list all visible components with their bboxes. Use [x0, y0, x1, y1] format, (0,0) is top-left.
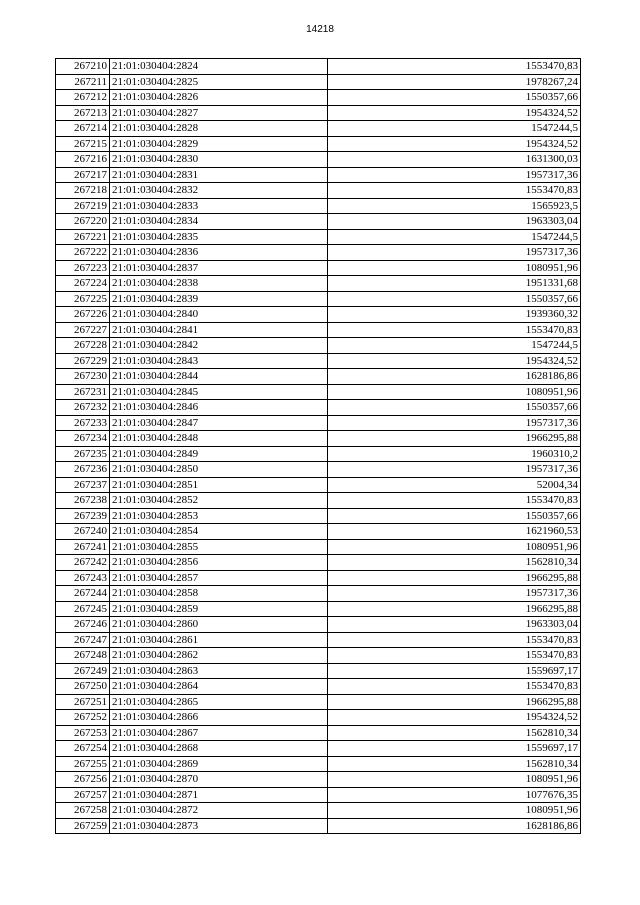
value-cell: 1966295,88 [328, 431, 581, 447]
row-number-cell: 267243 [56, 570, 110, 586]
row-number-cell: 267223 [56, 260, 110, 276]
value-cell: 1957317,36 [328, 586, 581, 602]
value-cell: 1954324,52 [328, 353, 581, 369]
row-number-cell: 267230 [56, 369, 110, 385]
cadastral-number-cell: 21:01:030404:2840 [110, 307, 328, 323]
cadastral-number-cell: 21:01:030404:2868 [110, 741, 328, 757]
value-cell: 1963303,04 [328, 617, 581, 633]
table-row [56, 400, 581, 416]
table-row [56, 617, 581, 633]
cadastral-number-cell: 21:01:030404:2831 [110, 167, 328, 183]
row-number-cell: 267217 [56, 167, 110, 183]
cadastral-number-cell: 21:01:030404:2858 [110, 586, 328, 602]
table-row [56, 772, 581, 788]
cadastral-number-cell: 21:01:030404:2850 [110, 462, 328, 478]
table-row [56, 415, 581, 431]
row-number-cell: 267212 [56, 90, 110, 106]
table-row [56, 167, 581, 183]
cadastral-number-cell: 21:01:030404:2828 [110, 121, 328, 137]
row-number-cell: 267225 [56, 291, 110, 307]
table-row [56, 291, 581, 307]
table-row [56, 725, 581, 741]
registry-table [55, 58, 581, 834]
value-cell: 1957317,36 [328, 245, 581, 261]
table-row [56, 648, 581, 664]
row-number-cell: 267237 [56, 477, 110, 493]
row-number-cell: 267236 [56, 462, 110, 478]
row-number-cell: 267245 [56, 601, 110, 617]
value-cell: 1957317,36 [328, 462, 581, 478]
value-cell: 1547244,5 [328, 229, 581, 245]
page-number: 14218 [306, 24, 334, 35]
table-row [56, 229, 581, 245]
cadastral-number-cell: 21:01:030404:2866 [110, 710, 328, 726]
value-cell: 1077676,35 [328, 787, 581, 803]
cadastral-number-cell: 21:01:030404:2842 [110, 338, 328, 354]
row-number-cell: 267246 [56, 617, 110, 633]
cadastral-number-cell: 21:01:030404:2865 [110, 694, 328, 710]
row-number-cell: 267215 [56, 136, 110, 152]
value-cell: 52004,34 [328, 477, 581, 493]
value-cell: 1553470,83 [328, 679, 581, 695]
row-number-cell: 267211 [56, 74, 110, 90]
cadastral-number-cell: 21:01:030404:2833 [110, 198, 328, 214]
value-cell: 1553470,83 [328, 493, 581, 509]
cadastral-number-cell: 21:01:030404:2856 [110, 555, 328, 571]
table-row [56, 586, 581, 602]
row-number-cell: 267250 [56, 679, 110, 695]
row-number-cell: 267219 [56, 198, 110, 214]
cadastral-number-cell: 21:01:030404:2838 [110, 276, 328, 292]
table-row [56, 431, 581, 447]
cadastral-number-cell: 21:01:030404:2851 [110, 477, 328, 493]
value-cell: 1553470,83 [328, 322, 581, 338]
row-number-cell: 267248 [56, 648, 110, 664]
cadastral-number-cell: 21:01:030404:2873 [110, 818, 328, 834]
value-cell: 1550357,66 [328, 291, 581, 307]
value-cell: 1957317,36 [328, 167, 581, 183]
row-number-cell: 267258 [56, 803, 110, 819]
value-cell: 1080951,96 [328, 539, 581, 555]
table-row [56, 446, 581, 462]
table-row [56, 524, 581, 540]
value-cell: 1954324,52 [328, 136, 581, 152]
value-cell: 1550357,66 [328, 508, 581, 524]
table-row [56, 90, 581, 106]
value-cell: 1966295,88 [328, 570, 581, 586]
value-cell: 1562810,34 [328, 555, 581, 571]
row-number-cell: 267240 [56, 524, 110, 540]
cadastral-number-cell: 21:01:030404:2849 [110, 446, 328, 462]
table-row [56, 307, 581, 323]
table-row [56, 59, 581, 75]
row-number-cell: 267251 [56, 694, 110, 710]
cadastral-number-cell: 21:01:030404:2830 [110, 152, 328, 168]
table-row [56, 322, 581, 338]
value-cell: 1080951,96 [328, 384, 581, 400]
cadastral-number-cell: 21:01:030404:2824 [110, 59, 328, 75]
value-cell: 1080951,96 [328, 772, 581, 788]
table-row [56, 756, 581, 772]
cadastral-number-cell: 21:01:030404:2860 [110, 617, 328, 633]
table-row [56, 121, 581, 137]
cadastral-number-cell: 21:01:030404:2852 [110, 493, 328, 509]
row-number-cell: 267257 [56, 787, 110, 803]
row-number-cell: 267221 [56, 229, 110, 245]
table-row [56, 198, 581, 214]
table-row [56, 477, 581, 493]
row-number-cell: 267213 [56, 105, 110, 121]
row-number-cell: 267216 [56, 152, 110, 168]
row-number-cell: 267214 [56, 121, 110, 137]
row-number-cell: 267226 [56, 307, 110, 323]
table-row [56, 136, 581, 152]
table-row [56, 105, 581, 121]
cadastral-number-cell: 21:01:030404:2872 [110, 803, 328, 819]
row-number-cell: 267241 [56, 539, 110, 555]
cadastral-number-cell: 21:01:030404:2832 [110, 183, 328, 199]
row-number-cell: 267232 [56, 400, 110, 416]
row-number-cell: 267224 [56, 276, 110, 292]
row-number-cell: 267238 [56, 493, 110, 509]
value-cell: 1550357,66 [328, 400, 581, 416]
row-number-cell: 267256 [56, 772, 110, 788]
table-row [56, 508, 581, 524]
row-number-cell: 267259 [56, 818, 110, 834]
value-cell: 1951331,68 [328, 276, 581, 292]
value-cell: 1553470,83 [328, 59, 581, 75]
value-cell: 1562810,34 [328, 756, 581, 772]
registry-table-body [56, 59, 581, 834]
cadastral-number-cell: 21:01:030404:2853 [110, 508, 328, 524]
row-number-cell: 267229 [56, 353, 110, 369]
row-number-cell: 267235 [56, 446, 110, 462]
table-row [56, 679, 581, 695]
row-number-cell: 267242 [56, 555, 110, 571]
table-row [56, 787, 581, 803]
value-cell: 1628186,86 [328, 369, 581, 385]
row-number-cell: 267254 [56, 741, 110, 757]
table-row [56, 663, 581, 679]
table-row [56, 555, 581, 571]
cadastral-number-cell: 21:01:030404:2870 [110, 772, 328, 788]
cadastral-number-cell: 21:01:030404:2829 [110, 136, 328, 152]
cadastral-number-cell: 21:01:030404:2845 [110, 384, 328, 400]
cadastral-number-cell: 21:01:030404:2871 [110, 787, 328, 803]
table-row [56, 183, 581, 199]
row-number-cell: 267247 [56, 632, 110, 648]
cadastral-number-cell: 21:01:030404:2825 [110, 74, 328, 90]
value-cell: 1963303,04 [328, 214, 581, 230]
value-cell: 1562810,34 [328, 725, 581, 741]
table-row [56, 803, 581, 819]
cadastral-number-cell: 21:01:030404:2861 [110, 632, 328, 648]
value-cell: 1565923,5 [328, 198, 581, 214]
cadastral-number-cell: 21:01:030404:2855 [110, 539, 328, 555]
value-cell: 1954324,52 [328, 710, 581, 726]
table-row [56, 539, 581, 555]
table-row [56, 632, 581, 648]
table-row [56, 384, 581, 400]
value-cell: 1966295,88 [328, 694, 581, 710]
table-row [56, 694, 581, 710]
value-cell: 1547244,5 [328, 121, 581, 137]
table-row [56, 710, 581, 726]
cadastral-number-cell: 21:01:030404:2864 [110, 679, 328, 695]
table-row [56, 369, 581, 385]
value-cell: 1966295,88 [328, 601, 581, 617]
cadastral-number-cell: 21:01:030404:2834 [110, 214, 328, 230]
value-cell: 1628186,86 [328, 818, 581, 834]
cadastral-number-cell: 21:01:030404:2848 [110, 431, 328, 447]
table-row [56, 353, 581, 369]
cadastral-number-cell: 21:01:030404:2862 [110, 648, 328, 664]
table-row [56, 570, 581, 586]
value-cell: 1631300,03 [328, 152, 581, 168]
row-number-cell: 267210 [56, 59, 110, 75]
value-cell: 1559697,17 [328, 663, 581, 679]
row-number-cell: 267218 [56, 183, 110, 199]
value-cell: 1080951,96 [328, 803, 581, 819]
cadastral-number-cell: 21:01:030404:2843 [110, 353, 328, 369]
cadastral-number-cell: 21:01:030404:2863 [110, 663, 328, 679]
table-row [56, 152, 581, 168]
value-cell: 1553470,83 [328, 648, 581, 664]
cadastral-number-cell: 21:01:030404:2867 [110, 725, 328, 741]
cadastral-number-cell: 21:01:030404:2836 [110, 245, 328, 261]
row-number-cell: 267239 [56, 508, 110, 524]
value-cell: 1957317,36 [328, 415, 581, 431]
table-row [56, 260, 581, 276]
cadastral-number-cell: 21:01:030404:2854 [110, 524, 328, 540]
table-row [56, 818, 581, 834]
row-number-cell: 267249 [56, 663, 110, 679]
value-cell: 1559697,17 [328, 741, 581, 757]
table-row [56, 601, 581, 617]
value-cell: 1553470,83 [328, 632, 581, 648]
value-cell: 1960310,2 [328, 446, 581, 462]
cadastral-number-cell: 21:01:030404:2857 [110, 570, 328, 586]
row-number-cell: 267252 [56, 710, 110, 726]
row-number-cell: 267231 [56, 384, 110, 400]
cadastral-number-cell: 21:01:030404:2869 [110, 756, 328, 772]
table-row [56, 276, 581, 292]
cadastral-number-cell: 21:01:030404:2826 [110, 90, 328, 106]
row-number-cell: 267234 [56, 431, 110, 447]
cadastral-number-cell: 21:01:030404:2827 [110, 105, 328, 121]
row-number-cell: 267244 [56, 586, 110, 602]
value-cell: 1080951,96 [328, 260, 581, 276]
table-row [56, 74, 581, 90]
row-number-cell: 267222 [56, 245, 110, 261]
row-number-cell: 267227 [56, 322, 110, 338]
row-number-cell: 267255 [56, 756, 110, 772]
cadastral-number-cell: 21:01:030404:2835 [110, 229, 328, 245]
value-cell: 1978267,24 [328, 74, 581, 90]
cadastral-number-cell: 21:01:030404:2837 [110, 260, 328, 276]
value-cell: 1547244,5 [328, 338, 581, 354]
cadastral-number-cell: 21:01:030404:2839 [110, 291, 328, 307]
row-number-cell: 267253 [56, 725, 110, 741]
table-row [56, 493, 581, 509]
value-cell: 1621960,53 [328, 524, 581, 540]
row-number-cell: 267220 [56, 214, 110, 230]
value-cell: 1939360,32 [328, 307, 581, 323]
row-number-cell: 267228 [56, 338, 110, 354]
table-row [56, 338, 581, 354]
cadastral-number-cell: 21:01:030404:2847 [110, 415, 328, 431]
table-row [56, 245, 581, 261]
cadastral-number-cell: 21:01:030404:2846 [110, 400, 328, 416]
value-cell: 1553470,83 [328, 183, 581, 199]
row-number-cell: 267233 [56, 415, 110, 431]
value-cell: 1954324,52 [328, 105, 581, 121]
value-cell: 1550357,66 [328, 90, 581, 106]
table-row [56, 462, 581, 478]
cadastral-number-cell: 21:01:030404:2841 [110, 322, 328, 338]
cadastral-number-cell: 21:01:030404:2859 [110, 601, 328, 617]
table-row [56, 741, 581, 757]
cadastral-number-cell: 21:01:030404:2844 [110, 369, 328, 385]
table-row [56, 214, 581, 230]
